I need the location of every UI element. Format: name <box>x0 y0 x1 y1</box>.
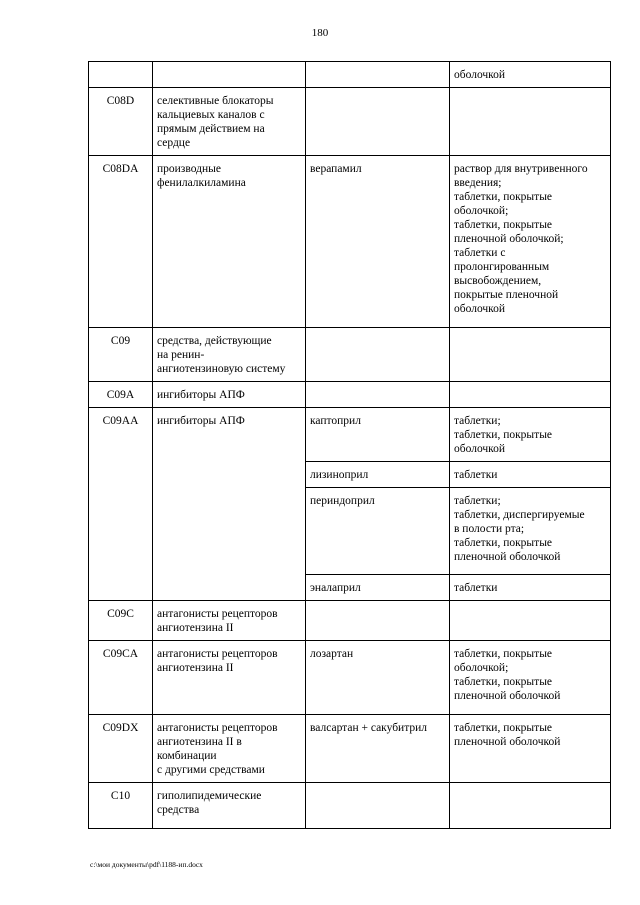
dosage-form-cell: таблетки; таблетки, диспергируемые в полости рта; таблетки, покрытые пленочной оболочкой <box>450 488 611 575</box>
atc-code-cell: C08DA <box>89 156 153 328</box>
atc-code-cell: C09DX <box>89 715 153 783</box>
anatomical-therapeutic-group-cell <box>153 62 306 88</box>
drug-name-cell <box>306 62 450 88</box>
page-number: 180 <box>311 27 329 39</box>
drug-name-cell <box>306 783 450 829</box>
dosage-form-cell: таблетки <box>450 575 611 601</box>
dosage-form-cell <box>450 601 611 641</box>
drug-table <box>88 61 611 829</box>
drug-name-cell: верапамил <box>306 156 450 328</box>
drug-name-cell: лозартан <box>306 641 450 715</box>
atc-code-cell: C09A <box>89 382 153 408</box>
anatomical-therapeutic-group-cell: ингибиторы АПФ <box>153 382 306 408</box>
table-row <box>89 88 611 156</box>
dosage-form-cell: таблетки, покрытые пленочной оболочкой <box>450 715 611 783</box>
drug-name-cell: лизиноприл <box>306 462 450 488</box>
dosage-form-cell: таблетки; таблетки, покрытые оболочкой <box>450 408 611 462</box>
dosage-form-cell <box>450 382 611 408</box>
dosage-form-cell: таблетки, покрытые оболочкой; таблетки, покрытые пленочной оболочкой <box>450 641 611 715</box>
atc-code-cell <box>89 62 153 88</box>
anatomical-therapeutic-group-cell: производные фенилалкиламина <box>153 156 306 328</box>
anatomical-therapeutic-group-cell: гиполипидемические средства <box>153 783 306 829</box>
dosage-form-cell: раствор для внутривенного введения; таблетки, покрытые оболочкой; таблетки, покрытые пленочной оболочкой; таблетки с пролонгированным высвобождением, покрытые пленочной оболочкой <box>450 156 611 328</box>
dosage-form-cell <box>450 783 611 829</box>
atc-code-cell: C09 <box>89 328 153 382</box>
drug-name-cell: валсартан + сакубитрил <box>306 715 450 783</box>
anatomical-therapeutic-group-cell: ингибиторы АПФ <box>153 408 306 601</box>
anatomical-therapeutic-group-cell: антагонисты рецепторов ангиотензина II в комбинации с другими средствами <box>153 715 306 783</box>
table-row <box>89 601 611 641</box>
drug-name-cell: каптоприл <box>306 408 450 462</box>
table-row <box>89 382 611 408</box>
atc-code-cell: C10 <box>89 783 153 829</box>
dosage-form-cell: оболочкой <box>450 62 611 88</box>
atc-code-cell: C08D <box>89 88 153 156</box>
drug-name-cell <box>306 601 450 641</box>
drug-name-cell <box>306 328 450 382</box>
table-row <box>89 408 611 462</box>
atc-code-cell: C09CA <box>89 641 153 715</box>
atc-code-cell: C09AA <box>89 408 153 601</box>
anatomical-therapeutic-group-cell: селективные блокаторы кальциевых каналов с прямым действием на сердце <box>153 88 306 156</box>
anatomical-therapeutic-group-cell: средства, действующие на ренин- ангиотензиновую систему <box>153 328 306 382</box>
dosage-form-cell: таблетки <box>450 462 611 488</box>
dosage-form-cell <box>450 328 611 382</box>
drug-name-cell <box>306 382 450 408</box>
drug-name-cell <box>306 88 450 156</box>
drug-name-cell: периндоприл <box>306 488 450 575</box>
table-row <box>89 62 611 88</box>
table-row <box>89 641 611 715</box>
table-row <box>89 156 611 328</box>
table-row <box>89 328 611 382</box>
anatomical-therapeutic-group-cell: антагонисты рецепторов ангиотензина II <box>153 641 306 715</box>
anatomical-therapeutic-group-cell: антагонисты рецепторов ангиотензина II <box>153 601 306 641</box>
atc-code-cell: C09C <box>89 601 153 641</box>
table-body <box>89 62 611 829</box>
table-row <box>89 715 611 783</box>
dosage-form-cell <box>450 88 611 156</box>
footer-file-path: c:\мои документы\pdf\1188-ип.docx <box>90 860 203 869</box>
drug-name-cell: эналаприл <box>306 575 450 601</box>
table-row <box>89 783 611 829</box>
